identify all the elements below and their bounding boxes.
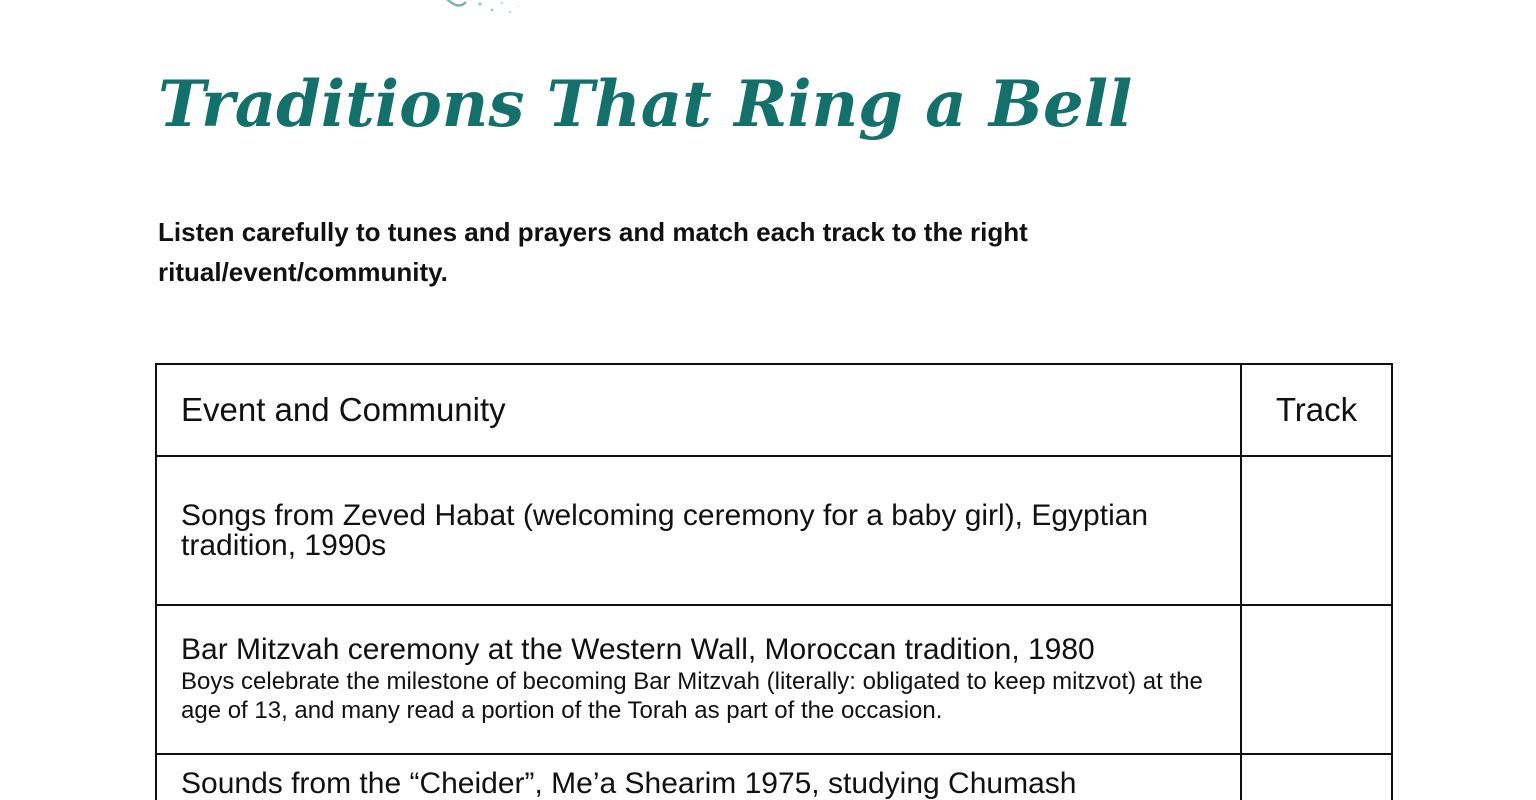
- event-cell: [156, 605, 1241, 754]
- page-title: Traditions That Ring a Bell: [158, 67, 1133, 142]
- event-cell: [156, 754, 1241, 800]
- table-header-row: [156, 364, 1392, 456]
- table-row: [156, 605, 1392, 754]
- track-answer-cell[interactable]: [1241, 456, 1392, 605]
- track-answer-cell[interactable]: [1241, 605, 1392, 754]
- matching-table: [155, 363, 1393, 800]
- event-title: Bar Mitzvah ceremony at the Western Wall, Moroccan tradition, 1980: [181, 632, 1095, 666]
- decorative-flourish: [440, 0, 530, 20]
- event-description: Boys celebrate the milestone of becoming Bar Mitzvah (literally: obligated to keep mitzvot) at the age of 13, and many read a portion of the Torah as part of the occasion.: [181, 667, 1203, 724]
- table-row: [156, 456, 1392, 605]
- track-answer-cell[interactable]: [1241, 754, 1392, 800]
- column-header-track: Track: [1241, 364, 1392, 456]
- event-title: Sounds from the “Cheider”, Me’a Shearim 1975, studying Chumash: [181, 767, 1077, 800]
- instructions-text: Listen carefully to tunes and prayers and match each track to the right ritual/event/community.: [158, 217, 1028, 287]
- event-title: Songs from Zeved Habat (welcoming ceremony for a baby girl), Egyptian tradition, 1990s: [181, 498, 1149, 562]
- table-row: [156, 754, 1392, 800]
- event-cell: [156, 456, 1241, 605]
- column-header-event: Event and Community: [156, 364, 1241, 456]
